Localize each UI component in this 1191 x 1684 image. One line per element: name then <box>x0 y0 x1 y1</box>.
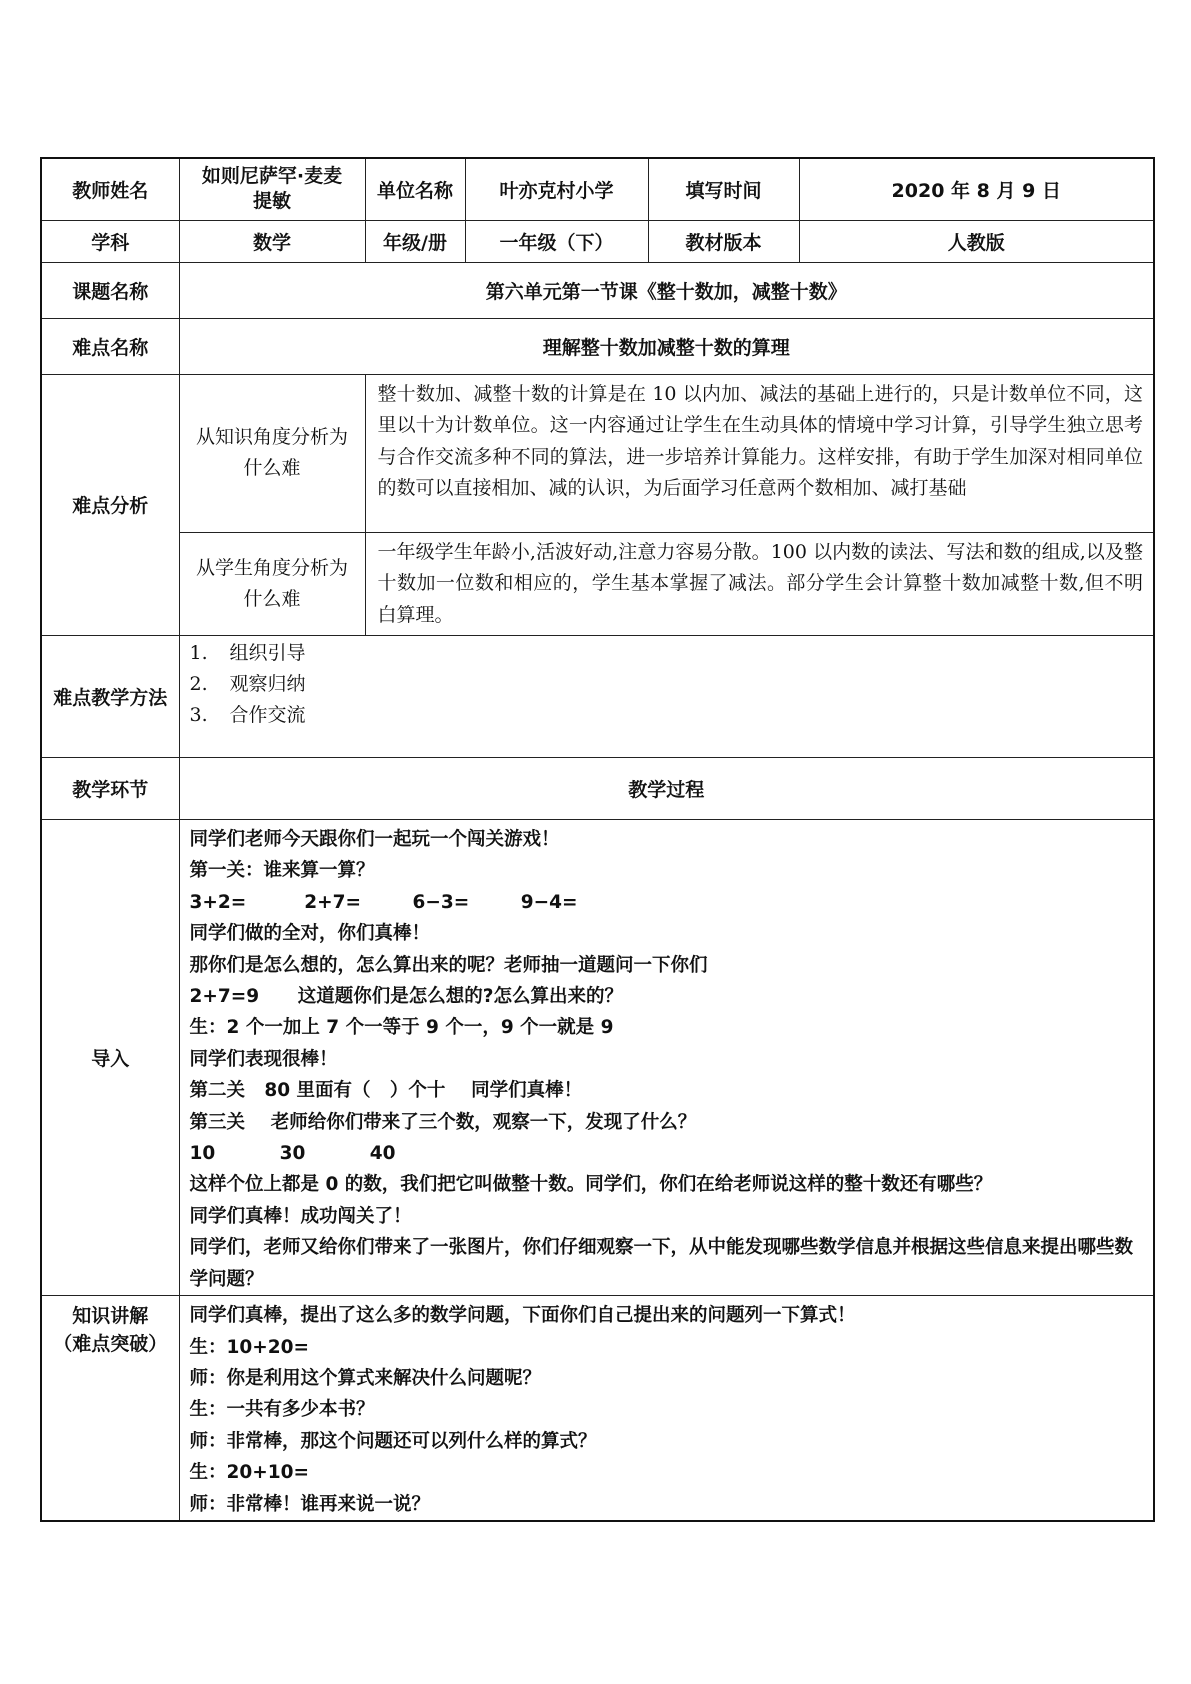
knowledge-line: 师：非常棒，那这个问题还可以列什么样的算式？ <box>189 1430 597 1452</box>
intro-row <box>41 820 1154 1296</box>
header-row-2 <box>41 220 1154 262</box>
knowledge-angle-label <box>179 374 365 532</box>
student-angle-label-line2: 什么难 <box>243 587 301 610</box>
teacher-name-line2: 提敏 <box>252 190 291 213</box>
analysis-label: 难点分析 <box>41 374 179 636</box>
student-angle-text: 一年级学生年龄小,活波好动,注意力容易分散。100 以内数的读法、写法和数的组成,以及整十数加一位数和相应的，学生基本掌握了减法。部分学生会计算整十数加减整十数,但不明白算理。 <box>365 532 1154 636</box>
knowledge-content <box>179 1296 1154 1521</box>
method-text: 组织引导 <box>229 642 306 664</box>
topic-value: 第六单元第一节课《整十数加，减整十数》 <box>179 262 1154 318</box>
edition-label: 教材版本 <box>648 220 799 262</box>
knowledge-angle-text: 整十数加、减整十数的计算是在 10 以内加、减法的基础上进行的，只是计数单位不同，这里以十为计数单位。这一内容通过让学生在生动具体的情境中学习计算，引导学生独立思考与合作交流多种不同的算法，进一步培养计算能力。这样安排，有助于学生加深对相同单位的数可以直接相加、减的认识，为后面学习任意两个数相加、减打基础 <box>365 374 1154 532</box>
method-item <box>190 700 1154 731</box>
intro-line: 第三关 老师给你们带来了三个数，观察一下，发现了什么？ <box>189 1111 697 1133</box>
knowledge-line: 师：你是利用这个算式来解决什么问题呢？ <box>189 1367 542 1389</box>
subject-value: 数学 <box>179 220 365 262</box>
difficulty-value: 理解整十数加减整十数的算理 <box>179 318 1154 374</box>
method-number: 3. <box>189 704 208 726</box>
stage-header: 教学环节 <box>41 758 179 820</box>
intro-line: 同学们做的全对，你们真棒！ <box>189 923 431 945</box>
knowledge-line: 生：10+20= <box>189 1336 309 1358</box>
knowledge-row <box>41 1296 1154 1521</box>
methods-row <box>41 636 1154 758</box>
subject-label: 学科 <box>41 220 179 262</box>
unit-value: 叶亦克村小学 <box>465 158 648 220</box>
edition-value: 人教版 <box>799 220 1154 262</box>
difficulty-label: 难点名称 <box>41 318 179 374</box>
intro-line: 同学们，老师又给你们带来了一张图片，你们仔细观察一下，从中能发现哪些数学信息并根据这些信息来提出哪些数学问题？ <box>189 1237 1134 1290</box>
method-text: 观察归纳 <box>229 673 306 695</box>
grade-value: 一年级（下） <box>465 220 648 262</box>
intro-line: 同学们真棒！成功闯关了！ <box>189 1205 412 1227</box>
intro-line: 这样个位上都是 0 的数，我们把它叫做整十数。同学们，你们在给老师说这样的整十数还有哪些？ <box>189 1174 993 1196</box>
method-number: 1. <box>189 642 208 664</box>
knowledge-angle-label-line1: 从知识角度分析为 <box>195 426 348 448</box>
teacher-label: 教师姓名 <box>41 158 179 220</box>
teacher-name <box>179 158 365 220</box>
methods-list <box>179 636 1154 758</box>
knowledge-label-line1: 知识讲解 <box>72 1305 149 1328</box>
knowledge-label <box>41 1296 179 1521</box>
knowledge-line: 生：一共有多少本书？ <box>189 1399 375 1421</box>
lesson-plan-table <box>40 157 1155 1522</box>
method-item <box>190 638 1154 669</box>
date-value: 2020 年 8 月 9 日 <box>799 158 1154 220</box>
method-text: 合作交流 <box>229 704 306 726</box>
method-number: 2. <box>189 673 208 695</box>
process-header-row <box>41 758 1154 820</box>
analysis-student-row <box>41 532 1154 636</box>
intro-line: 第一关：谁来算一算？ <box>189 860 375 882</box>
header-row-1 <box>41 158 1154 220</box>
intro-line: 10 30 40 <box>189 1143 396 1165</box>
process-header: 教学过程 <box>179 758 1154 820</box>
topic-label: 课题名称 <box>41 262 179 318</box>
method-item <box>190 669 1154 700</box>
intro-label: 导入 <box>41 820 179 1296</box>
knowledge-label-line2: （难点突破） <box>53 1333 168 1356</box>
intro-line: 那你们是怎么想的，怎么算出来的呢？老师抽一道题问一下你们 <box>189 954 708 976</box>
knowledge-line: 生：20+10= <box>189 1462 309 1484</box>
student-angle-label <box>179 532 365 636</box>
knowledge-line: 师：非常棒！谁再来说一说？ <box>189 1493 431 1515</box>
knowledge-line: 同学们真棒，提出了这么多的数学问题，下面你们自己提出来的问题列一下算式！ <box>189 1305 856 1327</box>
difficulty-row <box>41 318 1154 374</box>
knowledge-angle-label-line2: 什么难 <box>243 457 301 479</box>
topic-row <box>41 262 1154 318</box>
analysis-knowledge-row <box>41 374 1154 532</box>
intro-line: 2+7=9 这道题你们是怎么想的?怎么算出来的？ <box>189 986 623 1008</box>
intro-line: 第二关 80 里面有（ ）个十 同学们真棒！ <box>189 1080 583 1102</box>
teacher-name-line1: 如则尼萨罕·麦麦 <box>201 165 343 188</box>
date-label: 填写时间 <box>648 158 799 220</box>
intro-line: 生：2 个一加上 7 个一等于 9 个一，9 个一就是 9 <box>189 1017 614 1039</box>
methods-label: 难点教学方法 <box>41 636 179 758</box>
student-angle-label-line1: 从学生角度分析为 <box>195 556 348 579</box>
intro-content <box>179 820 1154 1296</box>
intro-line: 3+2= 2+7= 6−3= 9−4= <box>189 891 578 913</box>
intro-line: 同学们表现很棒！ <box>189 1048 338 1070</box>
unit-label: 单位名称 <box>365 158 465 220</box>
intro-line: 同学们老师今天跟你们一起玩一个闯关游戏！ <box>189 829 560 850</box>
grade-label: 年级/册 <box>365 220 465 262</box>
